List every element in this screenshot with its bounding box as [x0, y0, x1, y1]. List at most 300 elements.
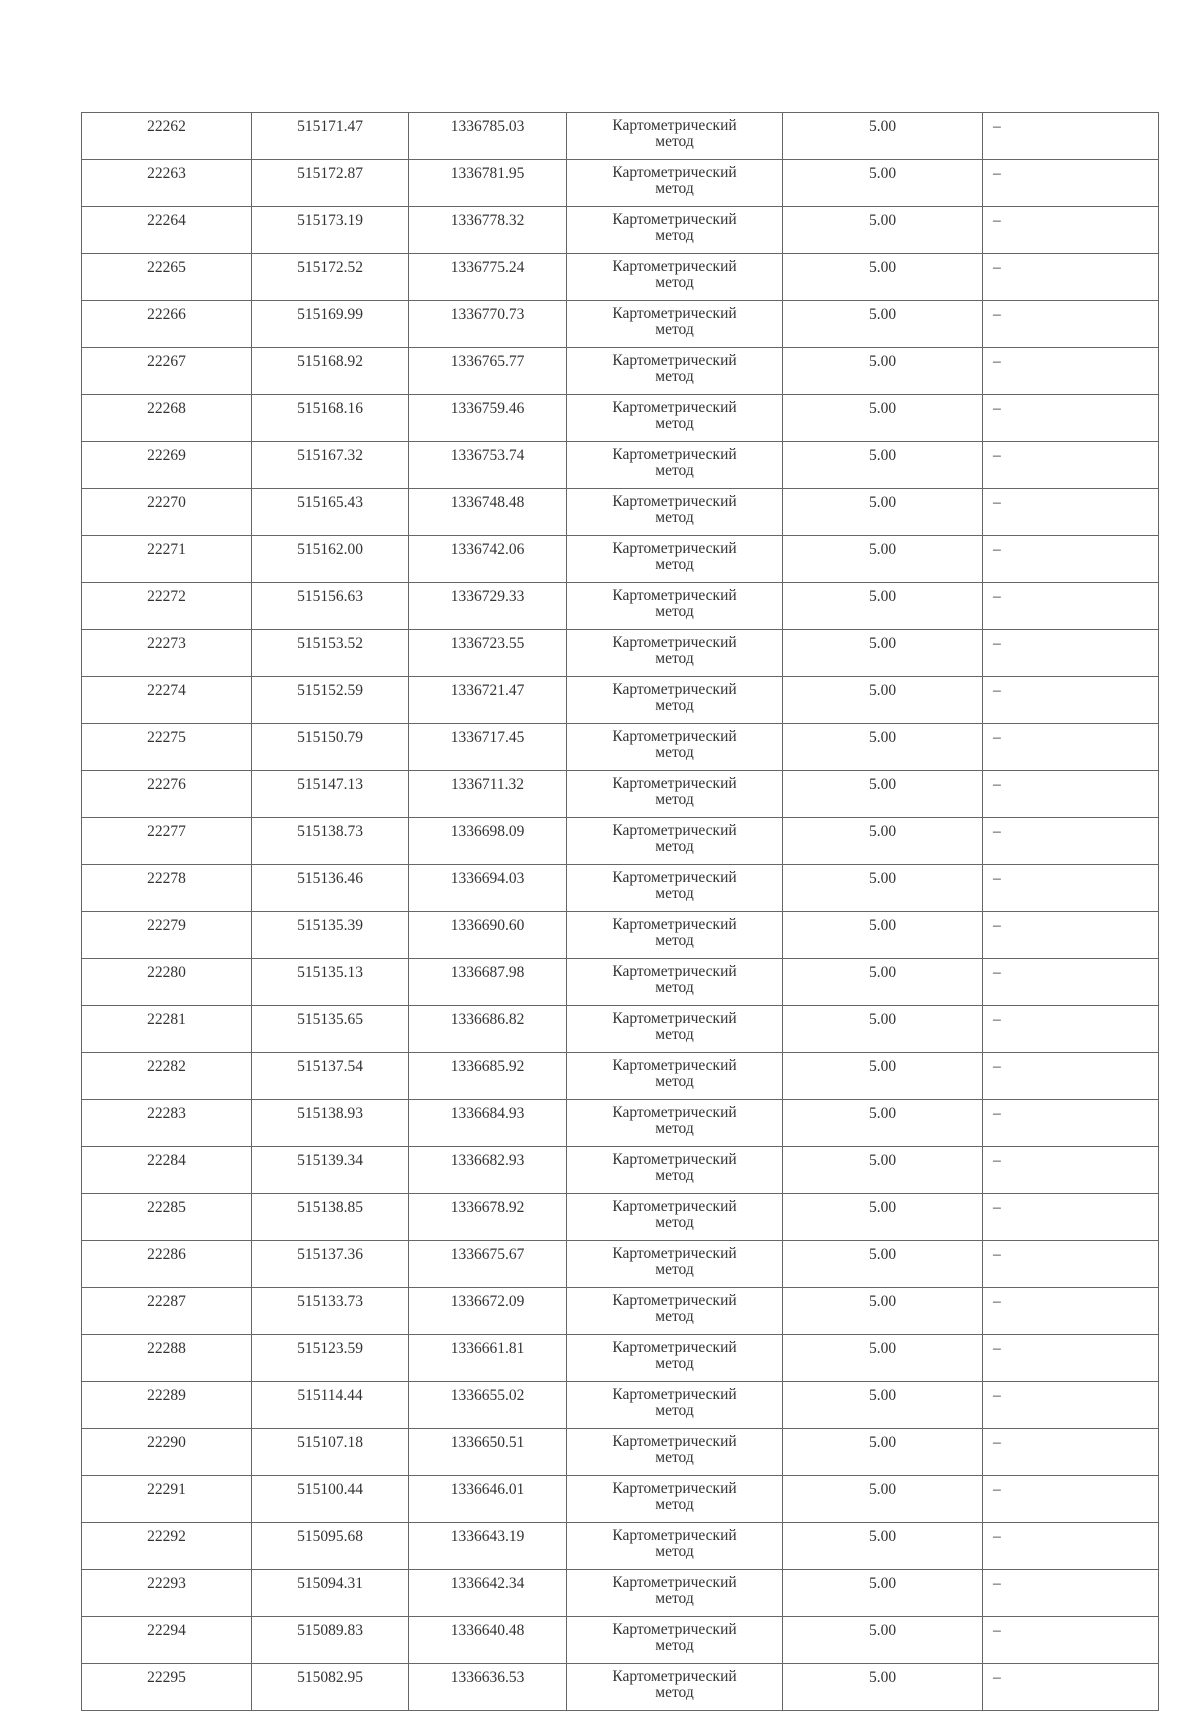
table-row — [82, 160, 1159, 207]
x-coordinate-cell: 515137.54 — [252, 1053, 409, 1100]
x-coordinate-cell: 515138.73 — [252, 818, 409, 865]
table-row — [82, 395, 1159, 442]
method-line-2: метод — [655, 1543, 694, 1560]
method-cell — [567, 442, 783, 489]
table-row — [82, 1194, 1159, 1241]
method-line-1: Картометрический — [612, 399, 737, 416]
method-line-1: Картометрический — [612, 1386, 737, 1403]
table-row — [82, 583, 1159, 630]
point-number-cell: 22265 — [82, 254, 252, 301]
x-coordinate-cell: 515123.59 — [252, 1335, 409, 1382]
accuracy-cell: 5.00 — [783, 1664, 983, 1711]
accuracy-cell: 5.00 — [783, 959, 983, 1006]
x-coordinate-cell: 515135.65 — [252, 1006, 409, 1053]
y-coordinate-cell: 1336682.93 — [409, 1147, 567, 1194]
y-coordinate-cell: 1336785.03 — [409, 113, 567, 160]
point-number-cell: 22281 — [82, 1006, 252, 1053]
method-line-2: метод — [655, 1590, 694, 1607]
method-cell — [567, 771, 783, 818]
method-line-2: метод — [655, 1261, 694, 1278]
point-number-cell: 22291 — [82, 1476, 252, 1523]
table-row — [82, 301, 1159, 348]
y-coordinate-cell: 1336781.95 — [409, 160, 567, 207]
point-number-cell: 22292 — [82, 1523, 252, 1570]
method-line-2: метод — [655, 133, 694, 150]
method-line-2: метод — [655, 556, 694, 573]
method-cell — [567, 160, 783, 207]
x-coordinate-cell: 515137.36 — [252, 1241, 409, 1288]
description-cell: – — [983, 1241, 1159, 1288]
x-coordinate-cell: 515136.46 — [252, 865, 409, 912]
y-coordinate-cell: 1336686.82 — [409, 1006, 567, 1053]
description-cell: – — [983, 160, 1159, 207]
y-coordinate-cell: 1336753.74 — [409, 442, 567, 489]
point-number-cell: 22272 — [82, 583, 252, 630]
method-line-2: метод — [655, 979, 694, 996]
table-row — [82, 1053, 1159, 1100]
method-line-2: метод — [655, 1402, 694, 1419]
method-line-2: метод — [655, 838, 694, 855]
x-coordinate-cell: 515153.52 — [252, 630, 409, 677]
method-line-1: Картометрический — [612, 1057, 737, 1074]
method-line-2: метод — [655, 1449, 694, 1466]
method-cell — [567, 1194, 783, 1241]
method-cell — [567, 1617, 783, 1664]
method-line-1: Картометрический — [612, 117, 737, 134]
point-number-cell: 22277 — [82, 818, 252, 865]
method-line-2: метод — [655, 1120, 694, 1137]
method-line-1: Картометрический — [612, 728, 737, 745]
x-coordinate-cell: 515168.92 — [252, 348, 409, 395]
description-cell: – — [983, 301, 1159, 348]
point-number-cell: 22266 — [82, 301, 252, 348]
accuracy-cell: 5.00 — [783, 1194, 983, 1241]
point-number-cell: 22264 — [82, 207, 252, 254]
accuracy-cell: 5.00 — [783, 254, 983, 301]
y-coordinate-cell: 1336672.09 — [409, 1288, 567, 1335]
method-line-2: метод — [655, 791, 694, 808]
point-number-cell: 22284 — [82, 1147, 252, 1194]
description-cell: – — [983, 724, 1159, 771]
accuracy-cell: 5.00 — [783, 1335, 983, 1382]
description-cell: – — [983, 348, 1159, 395]
accuracy-cell: 5.00 — [783, 1523, 983, 1570]
point-number-cell: 22288 — [82, 1335, 252, 1382]
point-number-cell: 22287 — [82, 1288, 252, 1335]
method-line-1: Картометрический — [612, 1527, 737, 1544]
description-cell: – — [983, 1288, 1159, 1335]
point-number-cell: 22293 — [82, 1570, 252, 1617]
y-coordinate-cell: 1336698.09 — [409, 818, 567, 865]
table-row — [82, 1523, 1159, 1570]
method-line-1: Картометрический — [612, 1198, 737, 1215]
y-coordinate-cell: 1336721.47 — [409, 677, 567, 724]
table-row — [82, 1100, 1159, 1147]
x-coordinate-cell: 515171.47 — [252, 113, 409, 160]
point-number-cell: 22283 — [82, 1100, 252, 1147]
description-cell: – — [983, 113, 1159, 160]
method-cell — [567, 1570, 783, 1617]
accuracy-cell: 5.00 — [783, 1476, 983, 1523]
x-coordinate-cell: 515150.79 — [252, 724, 409, 771]
method-cell — [567, 113, 783, 160]
y-coordinate-cell: 1336742.06 — [409, 536, 567, 583]
method-cell — [567, 959, 783, 1006]
method-line-2: метод — [655, 885, 694, 902]
method-line-2: метод — [655, 1496, 694, 1513]
method-line-1: Картометрический — [612, 1339, 737, 1356]
accuracy-cell: 5.00 — [783, 207, 983, 254]
method-line-1: Картометрический — [612, 1574, 737, 1591]
y-coordinate-cell: 1336643.19 — [409, 1523, 567, 1570]
y-coordinate-cell: 1336655.02 — [409, 1382, 567, 1429]
x-coordinate-cell: 515139.34 — [252, 1147, 409, 1194]
method-line-1: Картометрический — [612, 1668, 737, 1685]
method-cell — [567, 1382, 783, 1429]
accuracy-cell: 5.00 — [783, 160, 983, 207]
y-coordinate-cell: 1336685.92 — [409, 1053, 567, 1100]
coordinates-table — [81, 112, 1159, 1711]
point-number-cell: 22279 — [82, 912, 252, 959]
point-number-cell: 22286 — [82, 1241, 252, 1288]
description-cell: – — [983, 1476, 1159, 1523]
accuracy-cell: 5.00 — [783, 1100, 983, 1147]
description-cell: – — [983, 818, 1159, 865]
method-line-2: метод — [655, 1308, 694, 1325]
method-line-1: Картометрический — [612, 1433, 737, 1450]
table-row — [82, 1335, 1159, 1382]
table-row — [82, 1664, 1159, 1711]
x-coordinate-cell: 515165.43 — [252, 489, 409, 536]
y-coordinate-cell: 1336661.81 — [409, 1335, 567, 1382]
method-line-1: Картометрический — [612, 1292, 737, 1309]
y-coordinate-cell: 1336729.33 — [409, 583, 567, 630]
method-line-2: метод — [655, 1355, 694, 1372]
accuracy-cell: 5.00 — [783, 912, 983, 959]
table-row — [82, 536, 1159, 583]
method-cell — [567, 1100, 783, 1147]
x-coordinate-cell: 515082.95 — [252, 1664, 409, 1711]
point-number-cell: 22282 — [82, 1053, 252, 1100]
accuracy-cell: 5.00 — [783, 818, 983, 865]
method-cell — [567, 1147, 783, 1194]
point-number-cell: 22273 — [82, 630, 252, 677]
accuracy-cell: 5.00 — [783, 771, 983, 818]
point-number-cell: 22295 — [82, 1664, 252, 1711]
point-number-cell: 22278 — [82, 865, 252, 912]
method-line-1: Картометрический — [612, 1104, 737, 1121]
table-row — [82, 113, 1159, 160]
method-line-2: метод — [655, 1073, 694, 1090]
method-line-1: Картометрический — [612, 493, 737, 510]
x-coordinate-cell: 515172.87 — [252, 160, 409, 207]
point-number-cell: 22274 — [82, 677, 252, 724]
method-line-1: Картометрический — [612, 1245, 737, 1262]
y-coordinate-cell: 1336640.48 — [409, 1617, 567, 1664]
method-line-2: метод — [655, 1684, 694, 1701]
method-line-1: Картометрический — [612, 211, 737, 228]
accuracy-cell: 5.00 — [783, 1429, 983, 1476]
y-coordinate-cell: 1336650.51 — [409, 1429, 567, 1476]
accuracy-cell: 5.00 — [783, 1006, 983, 1053]
table-row — [82, 677, 1159, 724]
method-cell — [567, 677, 783, 724]
table-row — [82, 442, 1159, 489]
point-number-cell: 22280 — [82, 959, 252, 1006]
y-coordinate-cell: 1336636.53 — [409, 1664, 567, 1711]
x-coordinate-cell: 515167.32 — [252, 442, 409, 489]
method-line-1: Картометрический — [612, 1621, 737, 1638]
method-cell — [567, 301, 783, 348]
x-coordinate-cell: 515114.44 — [252, 1382, 409, 1429]
method-cell — [567, 1664, 783, 1711]
y-coordinate-cell: 1336778.32 — [409, 207, 567, 254]
description-cell: – — [983, 207, 1159, 254]
x-coordinate-cell: 515135.39 — [252, 912, 409, 959]
method-cell — [567, 1053, 783, 1100]
point-number-cell: 22276 — [82, 771, 252, 818]
accuracy-cell: 5.00 — [783, 677, 983, 724]
method-line-1: Картометрический — [612, 305, 737, 322]
table-row — [82, 865, 1159, 912]
method-line-1: Картометрический — [612, 869, 737, 886]
method-line-1: Картометрический — [612, 1151, 737, 1168]
method-line-2: метод — [655, 462, 694, 479]
y-coordinate-cell: 1336770.73 — [409, 301, 567, 348]
y-coordinate-cell: 1336765.77 — [409, 348, 567, 395]
method-line-1: Картометрический — [612, 822, 737, 839]
point-number-cell: 22270 — [82, 489, 252, 536]
x-coordinate-cell: 515135.13 — [252, 959, 409, 1006]
method-line-1: Картометрический — [612, 963, 737, 980]
method-line-2: метод — [655, 509, 694, 526]
x-coordinate-cell: 515169.99 — [252, 301, 409, 348]
point-number-cell: 22275 — [82, 724, 252, 771]
accuracy-cell: 5.00 — [783, 1617, 983, 1664]
method-cell — [567, 912, 783, 959]
point-number-cell: 22289 — [82, 1382, 252, 1429]
accuracy-cell: 5.00 — [783, 1382, 983, 1429]
y-coordinate-cell: 1336748.48 — [409, 489, 567, 536]
table-row — [82, 959, 1159, 1006]
method-cell — [567, 348, 783, 395]
description-cell: – — [983, 1006, 1159, 1053]
description-cell: – — [983, 1570, 1159, 1617]
method-line-1: Картометрический — [612, 164, 737, 181]
table-row — [82, 724, 1159, 771]
accuracy-cell: 5.00 — [783, 583, 983, 630]
table-row — [82, 630, 1159, 677]
description-cell: – — [983, 959, 1159, 1006]
point-number-cell: 22294 — [82, 1617, 252, 1664]
y-coordinate-cell: 1336717.45 — [409, 724, 567, 771]
y-coordinate-cell: 1336684.93 — [409, 1100, 567, 1147]
method-line-1: Картометрический — [612, 352, 737, 369]
y-coordinate-cell: 1336678.92 — [409, 1194, 567, 1241]
y-coordinate-cell: 1336723.55 — [409, 630, 567, 677]
table-row — [82, 348, 1159, 395]
description-cell: – — [983, 1664, 1159, 1711]
method-cell — [567, 1241, 783, 1288]
method-cell — [567, 1476, 783, 1523]
method-cell — [567, 207, 783, 254]
point-number-cell: 22285 — [82, 1194, 252, 1241]
table-row — [82, 1382, 1159, 1429]
table-row — [82, 254, 1159, 301]
method-cell — [567, 865, 783, 912]
point-number-cell: 22267 — [82, 348, 252, 395]
method-cell — [567, 536, 783, 583]
table-row — [82, 207, 1159, 254]
accuracy-cell: 5.00 — [783, 1147, 983, 1194]
description-cell: – — [983, 489, 1159, 536]
table-row — [82, 1476, 1159, 1523]
y-coordinate-cell: 1336759.46 — [409, 395, 567, 442]
accuracy-cell: 5.00 — [783, 865, 983, 912]
method-line-1: Картометрический — [612, 916, 737, 933]
x-coordinate-cell: 515138.93 — [252, 1100, 409, 1147]
description-cell: – — [983, 771, 1159, 818]
accuracy-cell: 5.00 — [783, 1053, 983, 1100]
x-coordinate-cell: 515089.83 — [252, 1617, 409, 1664]
x-coordinate-cell: 515100.44 — [252, 1476, 409, 1523]
description-cell: – — [983, 865, 1159, 912]
x-coordinate-cell: 515172.52 — [252, 254, 409, 301]
description-cell: – — [983, 1429, 1159, 1476]
description-cell: – — [983, 1053, 1159, 1100]
point-number-cell: 22268 — [82, 395, 252, 442]
method-line-2: метод — [655, 415, 694, 432]
description-cell: – — [983, 254, 1159, 301]
description-cell: – — [983, 1335, 1159, 1382]
method-cell — [567, 724, 783, 771]
y-coordinate-cell: 1336690.60 — [409, 912, 567, 959]
table-row — [82, 771, 1159, 818]
method-line-2: метод — [655, 697, 694, 714]
method-cell — [567, 254, 783, 301]
y-coordinate-cell: 1336642.34 — [409, 1570, 567, 1617]
method-line-1: Картометрический — [612, 540, 737, 557]
method-cell — [567, 1523, 783, 1570]
method-line-2: метод — [655, 932, 694, 949]
accuracy-cell: 5.00 — [783, 489, 983, 536]
accuracy-cell: 5.00 — [783, 113, 983, 160]
description-cell: – — [983, 1100, 1159, 1147]
method-line-1: Картометрический — [612, 1480, 737, 1497]
method-line-2: метод — [655, 603, 694, 620]
accuracy-cell: 5.00 — [783, 442, 983, 489]
accuracy-cell: 5.00 — [783, 301, 983, 348]
y-coordinate-cell: 1336694.03 — [409, 865, 567, 912]
method-cell — [567, 1335, 783, 1382]
table-row — [82, 818, 1159, 865]
method-line-2: метод — [655, 1026, 694, 1043]
method-line-1: Картометрический — [612, 775, 737, 792]
y-coordinate-cell: 1336775.24 — [409, 254, 567, 301]
x-coordinate-cell: 515147.13 — [252, 771, 409, 818]
method-line-2: метод — [655, 274, 694, 291]
method-line-1: Картометрический — [612, 634, 737, 651]
method-cell — [567, 395, 783, 442]
method-line-1: Картометрический — [612, 681, 737, 698]
method-line-1: Картометрический — [612, 258, 737, 275]
point-number-cell: 22262 — [82, 113, 252, 160]
accuracy-cell: 5.00 — [783, 395, 983, 442]
method-line-2: метод — [655, 180, 694, 197]
x-coordinate-cell: 515152.59 — [252, 677, 409, 724]
accuracy-cell: 5.00 — [783, 630, 983, 677]
method-line-1: Картометрический — [612, 446, 737, 463]
method-line-2: метод — [655, 227, 694, 244]
description-cell: – — [983, 536, 1159, 583]
table-row — [82, 1617, 1159, 1664]
description-cell: – — [983, 583, 1159, 630]
accuracy-cell: 5.00 — [783, 348, 983, 395]
table-row — [82, 489, 1159, 536]
method-line-2: метод — [655, 1167, 694, 1184]
description-cell: – — [983, 1194, 1159, 1241]
method-cell — [567, 489, 783, 536]
y-coordinate-cell: 1336687.98 — [409, 959, 567, 1006]
point-number-cell: 22263 — [82, 160, 252, 207]
accuracy-cell: 5.00 — [783, 1241, 983, 1288]
method-line-1: Картометрический — [612, 587, 737, 604]
x-coordinate-cell: 515138.85 — [252, 1194, 409, 1241]
point-number-cell: 22271 — [82, 536, 252, 583]
y-coordinate-cell: 1336646.01 — [409, 1476, 567, 1523]
x-coordinate-cell: 515173.19 — [252, 207, 409, 254]
x-coordinate-cell: 515162.00 — [252, 536, 409, 583]
method-line-2: метод — [655, 1214, 694, 1231]
description-cell: – — [983, 1382, 1159, 1429]
accuracy-cell: 5.00 — [783, 724, 983, 771]
coordinates-table-body — [82, 113, 1159, 1711]
table-row — [82, 1241, 1159, 1288]
accuracy-cell: 5.00 — [783, 536, 983, 583]
description-cell: – — [983, 677, 1159, 724]
method-cell — [567, 1288, 783, 1335]
x-coordinate-cell: 515107.18 — [252, 1429, 409, 1476]
point-number-cell: 22290 — [82, 1429, 252, 1476]
table-row — [82, 1147, 1159, 1194]
description-cell: – — [983, 1147, 1159, 1194]
description-cell: – — [983, 912, 1159, 959]
table-row — [82, 1429, 1159, 1476]
method-cell — [567, 630, 783, 677]
description-cell: – — [983, 395, 1159, 442]
method-cell — [567, 1006, 783, 1053]
description-cell: – — [983, 630, 1159, 677]
x-coordinate-cell: 515094.31 — [252, 1570, 409, 1617]
table-row — [82, 1288, 1159, 1335]
x-coordinate-cell: 515095.68 — [252, 1523, 409, 1570]
method-cell — [567, 818, 783, 865]
x-coordinate-cell: 515156.63 — [252, 583, 409, 630]
method-line-2: метод — [655, 368, 694, 385]
table-row — [82, 1570, 1159, 1617]
table-row — [82, 912, 1159, 959]
method-cell — [567, 1429, 783, 1476]
method-line-2: метод — [655, 1637, 694, 1654]
method-line-1: Картометрический — [612, 1010, 737, 1027]
method-cell — [567, 583, 783, 630]
description-cell: – — [983, 1523, 1159, 1570]
y-coordinate-cell: 1336675.67 — [409, 1241, 567, 1288]
method-line-2: метод — [655, 744, 694, 761]
y-coordinate-cell: 1336711.32 — [409, 771, 567, 818]
x-coordinate-cell: 515133.73 — [252, 1288, 409, 1335]
method-line-2: метод — [655, 650, 694, 667]
